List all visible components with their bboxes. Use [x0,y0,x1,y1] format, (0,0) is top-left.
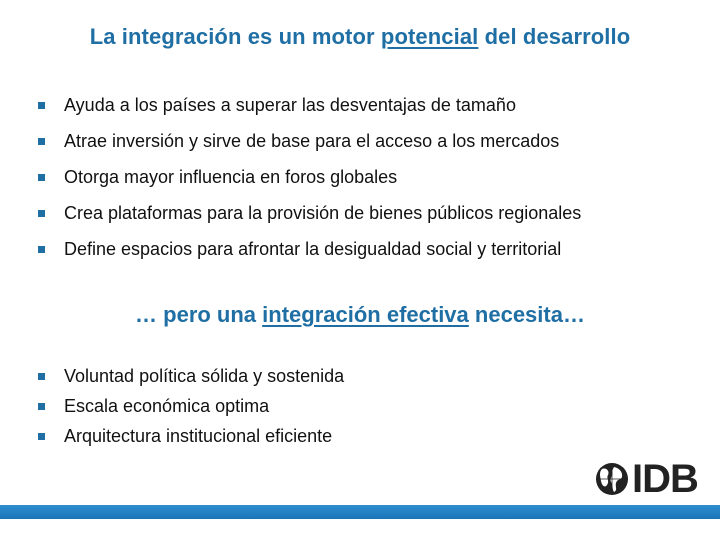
slide-title [0,24,720,50]
list-item-text: Voluntad política sólida y sostenida [64,366,345,386]
title-text-before: La integración es un motor [89,24,381,49]
idb-logo [594,458,698,500]
footer-bar [0,505,720,519]
square-bullet-icon [38,210,45,217]
subtitle-text-after: necesita… [468,302,585,327]
benefits-list [36,93,581,273]
list-item [36,93,581,129]
square-bullet-icon [38,433,45,440]
list-item [36,364,344,394]
list-item-text: Define espacios para afrontar la desigualdad social y territorial [64,239,562,259]
square-bullet-icon [38,138,45,145]
square-bullet-icon [38,403,45,410]
list-item-text: Arquitectura institucional eficiente [64,426,333,446]
square-bullet-icon [38,246,45,253]
list-item-text: Otorga mayor influencia en foros globales [64,167,398,187]
title-text-after: del desarrollo [478,24,631,49]
globe-icon [594,459,630,499]
slide-subtitle [0,302,720,328]
list-item [36,165,581,201]
requirements-list [36,364,344,454]
subtitle-text-before: … pero una [135,302,263,327]
logo-text: IDB [632,457,698,501]
list-item-text: Crea plataformas para la provisión de bienes públicos regionales [64,203,582,223]
list-item [36,201,581,237]
list-item [36,237,581,273]
list-item [36,394,344,424]
square-bullet-icon [38,102,45,109]
list-item [36,129,581,165]
square-bullet-icon [38,373,45,380]
title-text-underlined: potencial [380,24,479,49]
subtitle-text-underlined: integración efectiva [262,302,469,327]
list-item-text: Escala económica optima [64,396,270,416]
list-item-text: Atrae inversión y sirve de base para el acceso a los mercados [64,131,560,151]
list-item [36,424,344,454]
list-item-text: Ayuda a los países a superar las desventajas de tamaño [64,95,516,115]
square-bullet-icon [38,174,45,181]
